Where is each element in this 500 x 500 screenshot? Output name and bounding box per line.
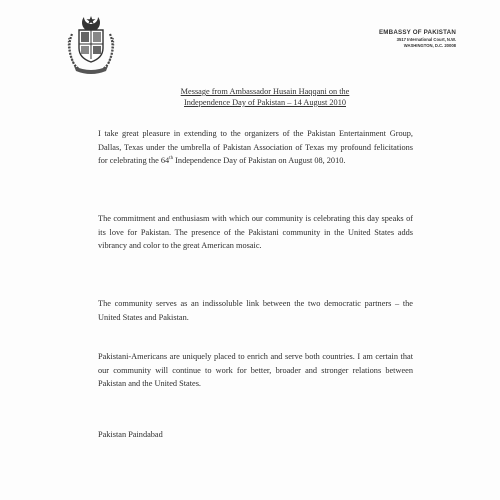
paragraph-3: The community serves as an indissoluble link between the two democratic partners – the United States and Pakistan. [98,299,413,322]
paragraph-1-text: I take great pleasure in extending to the organizers of the Pakistan Entertainment Group, Dallas, Texas under the umbrella of Pakistan Association of Texas my profound felicitations for celebrating the 64 [98,129,413,166]
message-subject [120,86,410,108]
paragraph-1-text-end: Independence Day of Pakistan on August 08, 2010. [173,156,346,166]
state-emblem-icon [62,14,120,76]
paragraph-1 [98,127,413,168]
closing-line: Pakistan Paindabad [98,430,163,439]
embassy-address-line2: WASHINGTON, D.C. 20008 [403,43,456,48]
paragraph-2: The commitment and enthusiasm with which our community is celebrating this day speaks of its love for Pakistan. The presence of the Pakistani community in the United States adds vibrancy and color to the great American mosaic. [98,214,413,251]
subject-line2: Independence Day of Pakistan – 14 August 2010 [184,98,346,107]
letterhead [316,28,456,49]
paragraph-4: Pakistani-Americans are uniquely placed to enrich and serve both countries. I am certain that our community will continue to work for better, broader and stronger relations between Pakistan and the United States. [98,352,413,389]
embassy-name: EMBASSY OF PAKISTAN [378,29,456,36]
ordinal-suffix: th [169,156,174,162]
embassy-address-line1: 3517 International Court, N.W. [396,37,456,42]
subject-line1: Message from Ambassador Husain Haqqani on the [180,87,350,96]
